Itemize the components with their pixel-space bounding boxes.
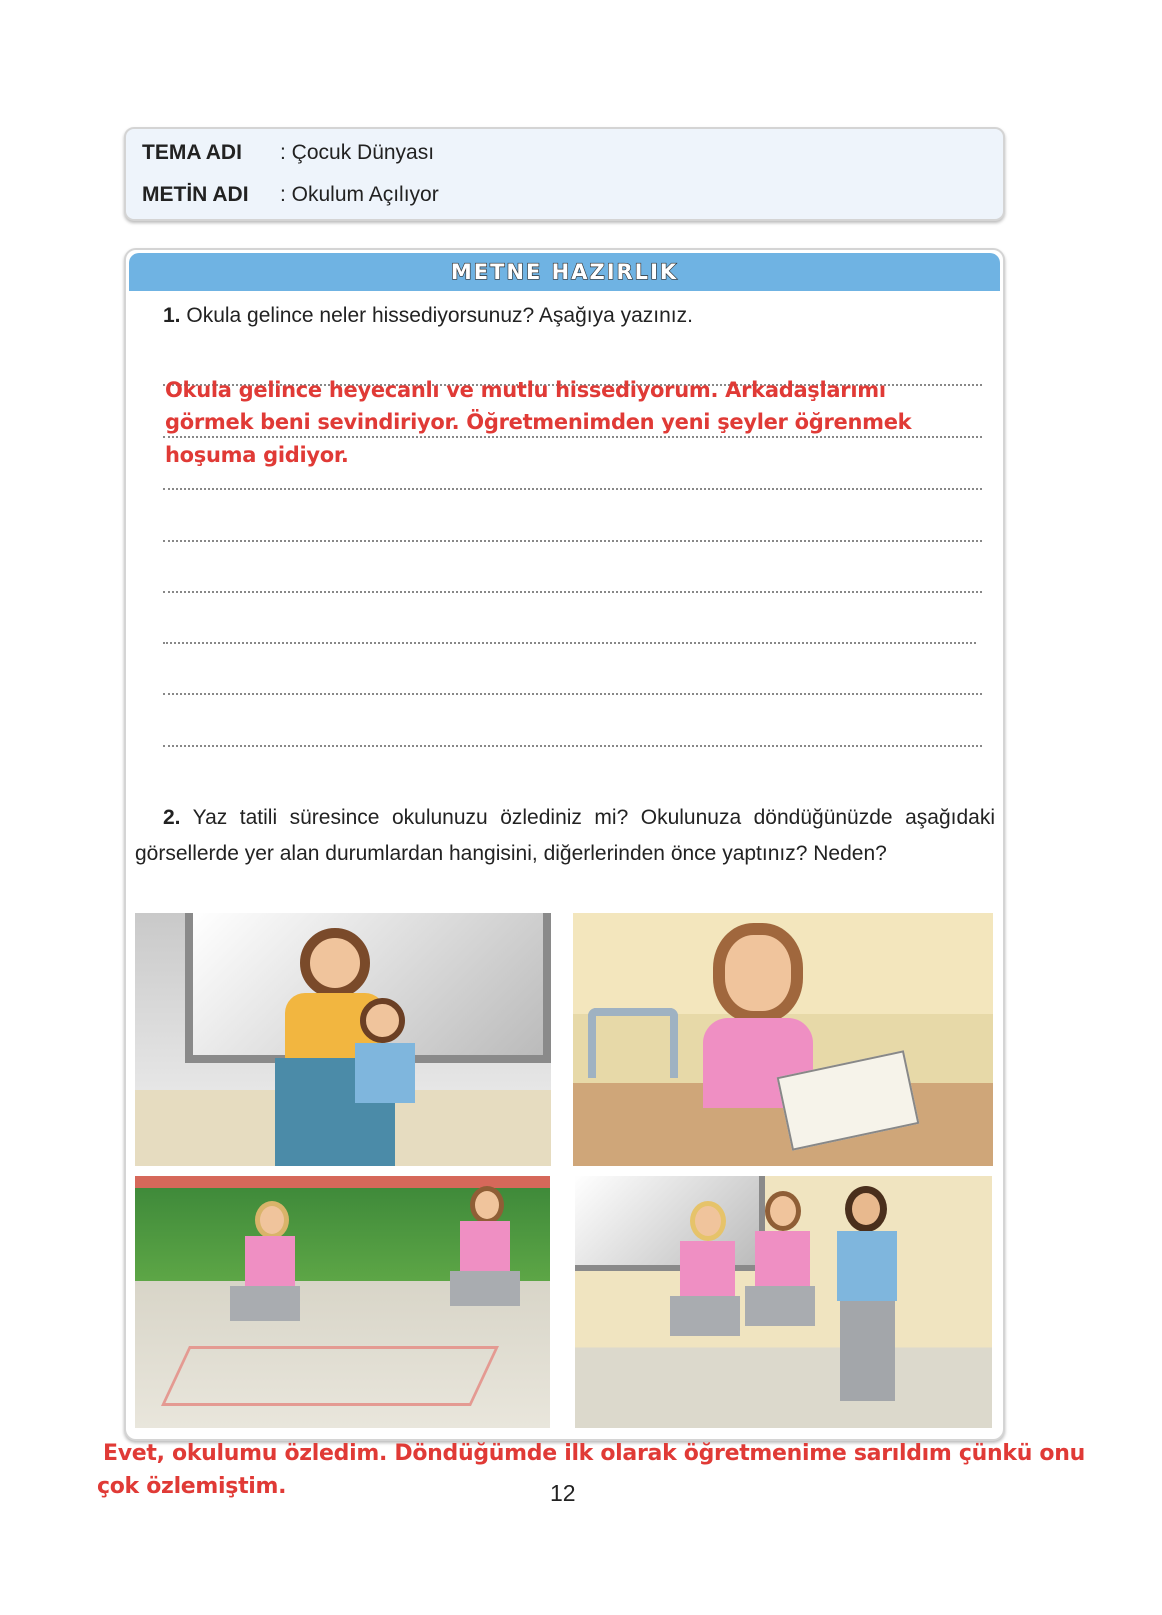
answer-line (163, 436, 982, 438)
text-label: METİN ADI (142, 183, 249, 206)
text-row (142, 183, 439, 207)
question-1-text: Okula gelince neler hissediyorsunuz? Aşağıya yazınız. (186, 304, 693, 327)
question-1-number: 1. (163, 304, 181, 327)
answer-1-line: Okula gelince heyecanlı ve mutlu hissediyorum. Arkadaşlarımı (165, 378, 886, 402)
answer-1-line: görmek beni sevindiriyor. Öğretmenimden yeni şeyler öğrenmek (165, 410, 912, 434)
page-number: 12 (550, 1480, 576, 1506)
answer-line (163, 745, 982, 747)
theme-header-box (124, 127, 1005, 221)
question-2-text: Yaz tatili süresince okulunuzu özlediniz mi? Okulunuza döndüğünüzde aşağıdaki görsellerde yer alan durumlardan hangisini, diğerlerinden önce yaptınız? Neden? (135, 806, 995, 865)
question-2-number: 2. (163, 806, 181, 829)
theme-row (142, 141, 434, 165)
text-value: : Okulum Açılıyor (280, 183, 439, 206)
theme-value: : Çocuk Dünyası (280, 141, 435, 164)
answer-line (163, 488, 982, 490)
illustration-teacher-hug (135, 913, 551, 1166)
question-2 (135, 800, 995, 872)
answer-line (163, 693, 982, 695)
answer-line (163, 642, 976, 644)
theme-label: TEMA ADI (142, 141, 242, 164)
illustration-hopscotch (135, 1176, 550, 1428)
illustration-friends-meeting (575, 1176, 992, 1428)
answer-line (163, 540, 982, 542)
answer-1-line: hoşuma gidiyor. (165, 443, 349, 467)
answer-2-line: Evet, okulumu özledim. Döndüğümde ilk olarak öğretmenime sarıldım çünkü onu (103, 1441, 1085, 1466)
question-1 (163, 298, 693, 334)
illustration-girl-reading (573, 913, 993, 1166)
section-title: METNE HAZIRLIK (450, 260, 679, 284)
answer-2-line: çok özlemiştim. (97, 1474, 287, 1499)
section-title-band (129, 253, 1000, 291)
answer-line (163, 591, 982, 593)
